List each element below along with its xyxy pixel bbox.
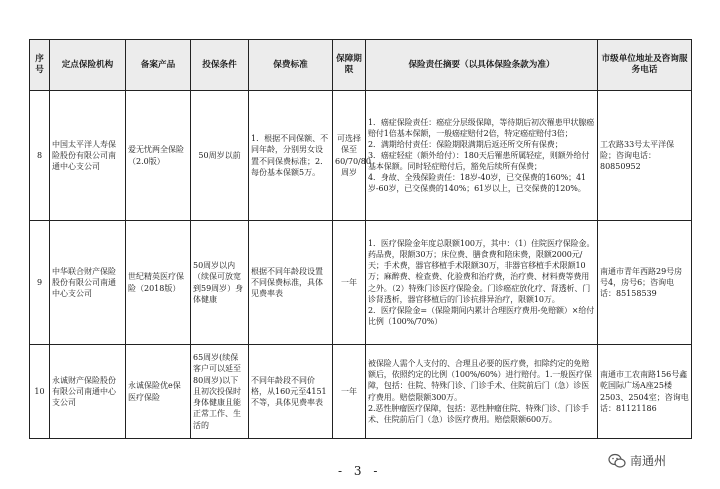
insurance-table [29,39,692,439]
table-row [30,221,692,345]
table-row [30,91,692,221]
watermark-text: 南通州 [630,454,667,468]
summary-line: 3．癌症轻症（额外给付）：180天后罹患所属轻症，则额外给付基本保额。同时轻症赔付后，豁免后续所有保费； [368,150,590,172]
watermark [608,452,666,469]
wechat-icon [608,453,626,469]
table-row [30,345,692,439]
header-fee: 保费标准 [249,40,333,91]
row-product: 永诚保险优e保医疗保险 [126,345,191,439]
row-condition: 50周岁以前 [191,91,249,221]
row-address: 南通市工农南路156号鑫乾国际广场A座25楼2503、2504室；咨询电话：81121186 [598,345,692,439]
header-summary: 保险责任摘要（以具体保险条款为准） [366,40,598,91]
row-fee: 1．根据不同保额、不同年龄，分别男女设置不同保费标准；2．每份基本保额5万。 [249,91,333,221]
row-condition: 65周岁(续保客户可以延至80周岁)以下且初次投保时身体健康且能正常工作、生活的 [191,345,249,439]
header-condition: 投保条件 [191,40,249,91]
summary-line: 2.恶性肿瘤医疗保障，包括：恶性肿瘤住院、特殊门诊、门诊手术、住院前后门（急）诊医疗费用。赔偿限额600万。 [368,403,589,424]
row-period: 一年 [333,345,366,439]
summary-line: 2．满期给付责任：保险期限满期后返还所交所有保费； [368,139,563,149]
row-product: 世纪精英医疗保险（2018版） [126,221,191,345]
summary-line: 4．身故、全残保险责任：18岁-40岁，已交保费的160%；41岁-60岁，已交保费的140%；61岁以上，已交保费的120%。 [368,173,587,194]
summary-line: 被保险人需个人支付的、合理且必要的医疗费，扣除约定的免赔额后，依照约定的比例（100%/60%）进行赔付。1.一般医疗保障，包括：住院、特殊门诊、门诊手术、住院前后门（急）诊医疗费用。赔偿限额300万。 [368,359,592,402]
page-number: - 3 - [338,464,382,478]
row-seq: 10 [30,345,50,439]
row-seq: 9 [30,221,50,345]
header-product: 备案产品 [126,40,191,91]
row-address: 工农路33号太平洋保险；咨询电话：80850952 [598,91,692,221]
row-period: 一年 [333,221,366,345]
header-address: 市级单位地址及咨询服务电话 [598,40,692,91]
summary-line: 2．医疗保险金=（保险期间内累计合理医疗费用-免赔额）×给付比例（100%/70%） [368,305,595,326]
header-period: 保障期限 [333,40,366,91]
summary-line: 1．癌症保险责任：癌症分层级保障，等待期后初次罹患甲状腺癌赔付1倍基本保额，一般癌症赔付2倍，特定癌症赔付3倍； [368,117,595,138]
row-product: 爱无忧两全保险（2.0版） [126,91,191,221]
row-summary [366,221,598,345]
row-address: 南通市青年西路29号房号4，房号6；咨询电话：85158539 [598,221,692,345]
row-org: 中国太平洋人寿保险股份有限公司南通中心支公司 [50,91,126,221]
row-condition: 50周岁以内（续保可放宽到59周岁）身体健康 [191,221,249,345]
header-seq: 序号 [30,40,50,91]
row-summary [366,345,598,439]
row-summary [366,91,598,221]
header-row [30,40,692,91]
row-org: 永诚财产保险股份有限公司南通中心支公司 [50,345,126,439]
row-fee: 根据不同年龄段设置不同保费标准，具体见费率表 [249,221,333,345]
row-period: 可选择保至60/70/80周岁 [333,91,366,221]
summary-line: 1．医疗保险金年度总限额100万，其中：（1）住院医疗保险金。药品费，限额30万；床位费、膳食费和陪床费，限额2000元/天；手术费，器官移植手术限额30万，非器官移植手术限额10万；麻醉费、检查费、化验费和治疗费，治疗费、材料费等费用之外。（2）特殊门诊医疗保险金。门诊癌症放化疗、肾透析、门诊肾透析，器官移植后的门诊抗排异治疗，限额10万。 [368,239,595,304]
row-fee: 不同年龄段不同价格，从160元至4151不等，具体见费率表 [249,345,333,439]
row-org: 中华联合财产保险股份有限公司南通中心支公司 [50,221,126,345]
row-seq: 8 [30,91,50,221]
header-org: 定点保险机构 [50,40,126,91]
